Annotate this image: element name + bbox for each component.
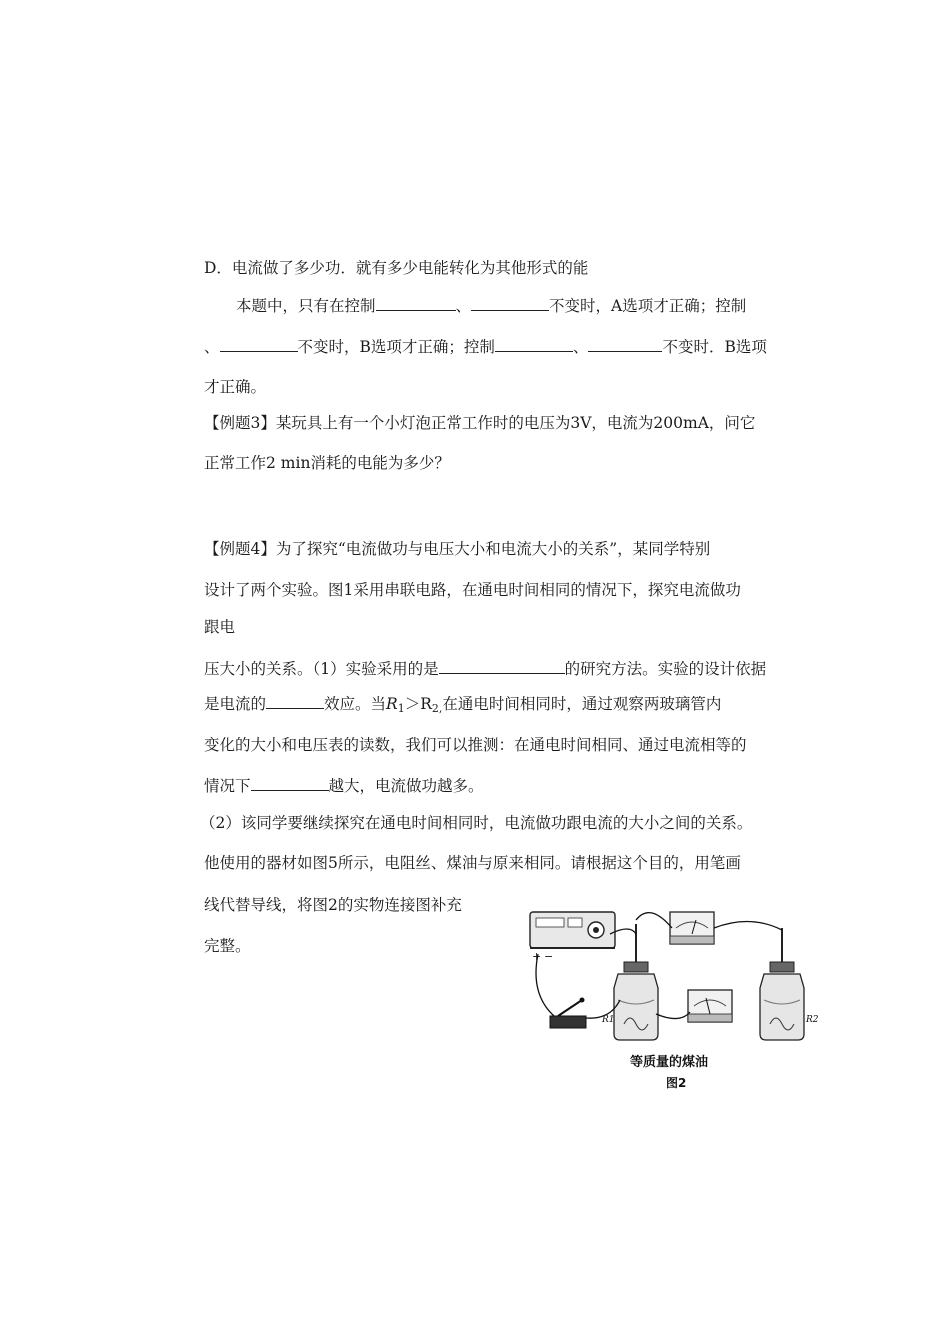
example-3-line-1: 【例题3】某玩具上有一个小灯泡正常工作时的电压为3V，电流为200mA，问它 <box>204 414 756 432</box>
switch <box>550 998 586 1029</box>
plus-terminal-label: + <box>532 950 542 963</box>
r2-label: R2 <box>806 1015 819 1025</box>
example-4-line-7: 情况下 越大，电流做功越多。 <box>204 777 484 795</box>
answer-blank[interactable] <box>439 659 565 674</box>
example-4-line-1: 【例题4】为了探究“电流做功与电压大小和电流大小的关系”，某同学特别 <box>204 540 711 558</box>
answer-blank[interactable] <box>266 694 324 709</box>
figure-caption: 等质量的煤油 <box>630 1055 709 1070</box>
example-3-line-2: 正常工作2 min消耗的电能为多少？ <box>204 454 450 472</box>
analysis-line-1: 本题中，只有在控制 、 不变时，A选项才正确；控制 <box>236 297 747 315</box>
flask-right <box>760 928 819 1040</box>
answer-blank[interactable] <box>588 337 662 352</box>
r1-label: R1 <box>602 1015 615 1025</box>
figure-number: 图2 <box>666 1076 687 1090</box>
answer-blank[interactable] <box>471 296 549 311</box>
option-d: D．电流做了多少功．就有多少电能转化为其他形式的能 <box>204 259 589 277</box>
meter-top <box>670 912 714 944</box>
circuit-figure <box>520 904 820 1094</box>
example-4-line-2: 设计了两个实验。图1采用串联电路，在通电时间相同的情况下，探究电流做功 <box>204 581 741 599</box>
answer-blank[interactable] <box>495 337 573 352</box>
analysis-line-3: 才正确。 <box>204 378 267 396</box>
answer-blank[interactable] <box>251 776 329 791</box>
meter-bottom <box>688 990 732 1022</box>
example-4-line-5: 是电流的 效应。当$R_1>R_{2,}$在通电时间相同时，通过观察两玻璃管内 <box>204 695 722 715</box>
power-supply <box>530 912 615 963</box>
example-4-line-9: 他使用的器材如图5所示，电阻丝、煤油与原来相同。请根据这个目的，用笔画 <box>204 854 741 872</box>
example-4-line-10: 线代替导线，将图2的实物连接图补充 <box>204 896 462 914</box>
example-4-line-8: （2）该同学要继续探究在通电时间相同时，电流做功跟电流的大小之间的关系。 <box>200 814 753 832</box>
example-4-line-6: 变化的大小和电压表的读数，我们可以推测：在通电时间相同、通过电流相等的 <box>204 736 747 754</box>
answer-blank[interactable] <box>376 296 456 311</box>
example-4-line-11: 完整。 <box>204 937 251 955</box>
analysis-line-2: 、 不变时，B选项才正确；控制 、 不变时．B选项 <box>204 338 767 356</box>
example-4-line-4: 压大小的关系。（1）实验采用的是 的研究方法。实验的设计依据 <box>204 660 767 678</box>
answer-blank[interactable] <box>220 337 298 352</box>
minus-terminal-label: − <box>544 950 554 963</box>
example-4-line-3: 跟电 <box>204 618 236 636</box>
